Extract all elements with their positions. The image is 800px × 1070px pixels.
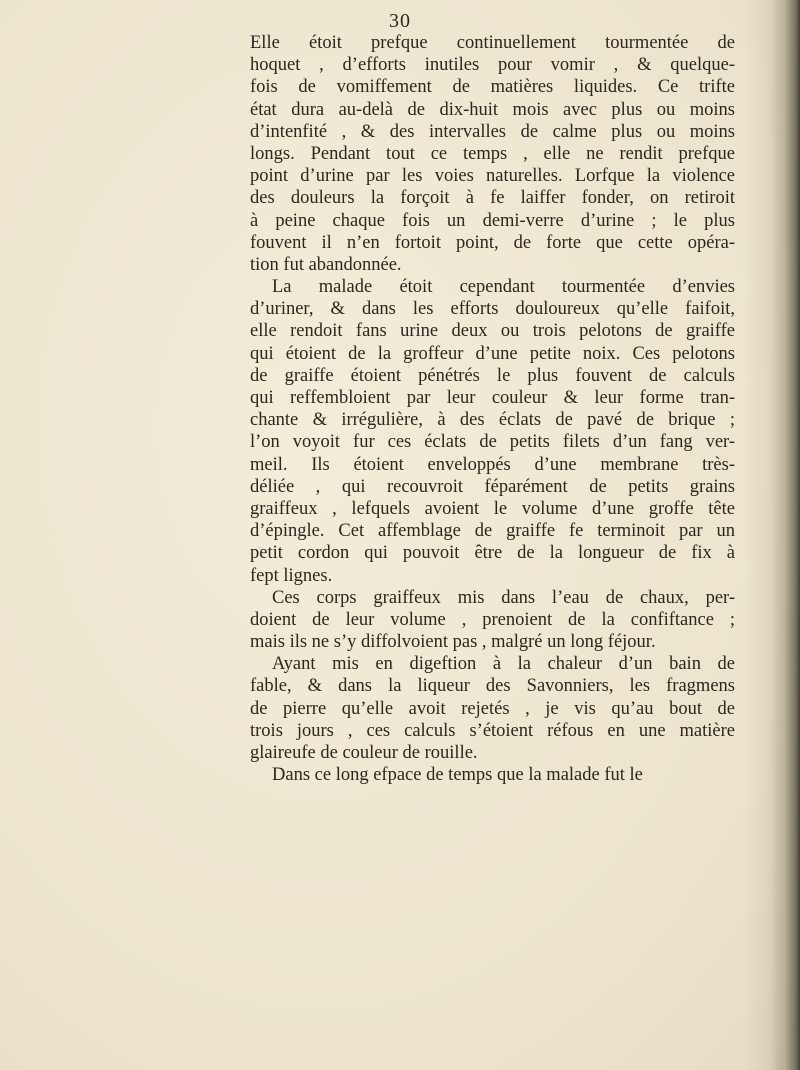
text-line: hoquet , d’efforts inutiles pour vomir , & quelque- (250, 55, 735, 76)
text-line: tion fut abandonnée. (250, 254, 402, 275)
text-line: Ayant mis en digeftion à la chaleur d’un bain de (272, 654, 735, 675)
text-line: La malade étoit cependant tourmentée d’envies (272, 277, 735, 298)
body-text (250, 32, 735, 786)
text-line: à peine chaque fois un demi-verre d’urine ; le plus (250, 210, 735, 231)
text-line: de graiffe étoient pénétrés le plus fouvent de calculs (250, 365, 735, 386)
text-line: Elle étoit prefque continuellement tourmentée de (250, 33, 735, 53)
text-line: déliée , qui recouvroit féparément de petits grains (250, 476, 735, 497)
text-line: de pierre qu’elle avoit rejetés , je vis qu’au bout de (250, 698, 735, 719)
text-line: petit cordon qui pouvoit être de la longueur de fix à (250, 543, 735, 564)
text-line: qui étoient de la groffeur d’une petite noix. Ces pelotons (250, 343, 735, 364)
text-line: d’uriner, & dans les efforts douloureux qu’elle faifoit, (250, 299, 735, 320)
text-line: fept lignes. (250, 565, 333, 586)
text-line: Dans ce long efpace de temps que la malade fut le (272, 765, 643, 786)
text-line: d’intenfité , & des intervalles de calme plus ou moins (250, 121, 735, 142)
text-line: point d’urine par les voies naturelles. Lorfque la violence (250, 166, 735, 187)
text-line: trois jours , ces calculs s’étoient réfous en une matière (250, 720, 735, 741)
text-line: fable, & dans la liqueur des Savonniers, les fragmens (250, 676, 735, 697)
text-line: état dura au-delà de dix-huit mois avec plus ou moins (250, 99, 735, 120)
page-number: 30 (389, 10, 411, 32)
text-line: fois de vomiffement de matières liquides. Ce trifte (250, 77, 735, 98)
text-line: d’épingle. Cet affemblage de graiffe fe terminoit par un (250, 521, 735, 542)
text-line: fouvent il n’en fortoit point, de forte que cette opéra- (250, 232, 735, 253)
text-line: glaireufe de couleur de rouille. (250, 743, 478, 763)
text-line: meil. Ils étoient enveloppés d’une membrane très- (250, 454, 735, 475)
text-line: graiffeux , lefquels avoient le volume d’une groffe tête (250, 498, 735, 519)
paragraph (250, 764, 735, 786)
text-line: longs. Pendant tout ce temps , elle ne rendit prefque (250, 143, 735, 164)
text-line: doient de leur volume , prenoient de la confiftance ; (250, 609, 735, 630)
text-line: des douleurs la forçoit à fe laiffer fonder, on retiroit (250, 188, 735, 209)
text-line: chante & irrégulière, à des éclats de pavé de brique ; (250, 410, 735, 431)
paragraph (250, 587, 735, 654)
page-edge-shadow (772, 0, 800, 1070)
paragraph (250, 653, 735, 764)
text-line: l’on voyoit fur ces éclats de petits filets d’un fang ver- (250, 432, 735, 453)
paragraph (250, 32, 735, 276)
text-line: Ces corps graiffeux mis dans l’eau de chaux, per- (272, 587, 735, 608)
text-line: mais ils ne s’y diffolvoient pas , malgré un long féjour. (250, 632, 656, 653)
text-line: qui reffembloient par leur couleur & leur forme tran- (250, 388, 735, 408)
text-line: elle rendoit fans urine deux ou trois pelotons de graiffe (250, 321, 735, 342)
paragraph (250, 276, 735, 587)
